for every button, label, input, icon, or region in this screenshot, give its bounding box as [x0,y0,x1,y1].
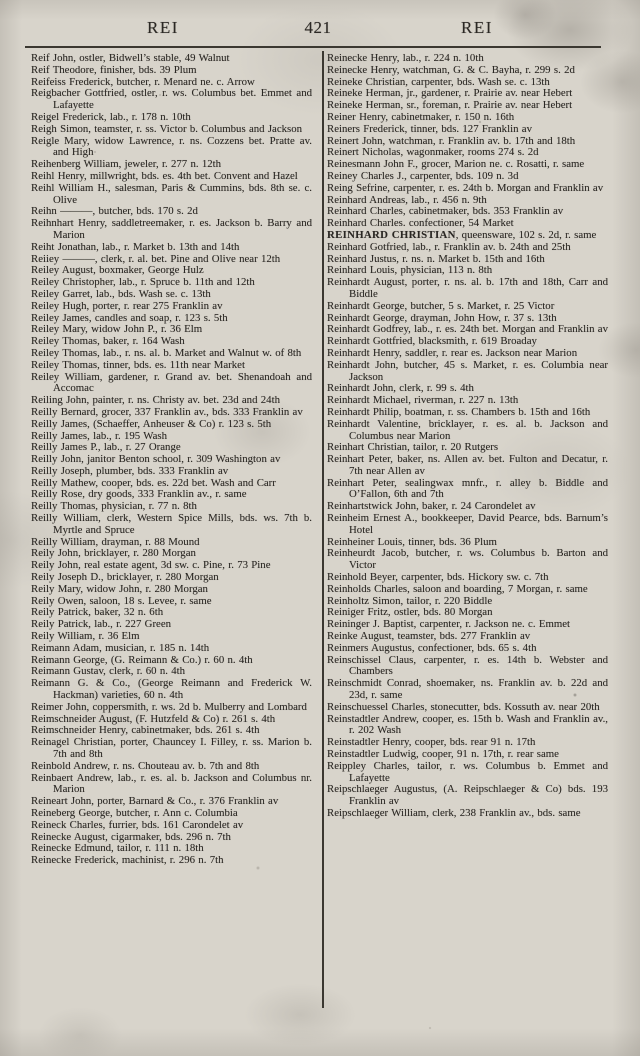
directory-entry: Reiney Charles J., carpenter, bds. 109 n. 3d [327,169,519,182]
directory-entry: Reily John, real estate agent, 3d sw. c. Pine, r. 73 Pine [31,559,271,572]
directory-entry: Reily Mary, widow John, r. 280 Morgan [31,582,208,595]
directory-entry: Reinhardt George, drayman, John How, r. 37 s. 13th [327,311,557,324]
directory-entry: Reiner Henry, cabinetmaker, r. 150 n. 16th [327,110,515,123]
directory-entry: Reiht Jonathan, lab., r. Market b. 13th and 14th [31,240,240,253]
directory-entry: Reinhard Louis, physician, 113 n. 8th [327,264,493,277]
directory-entry: Reily Joseph D., bricklayer, r. 280 Morgan [31,571,219,584]
directory-entry: Reily William, r. 36 Elm [31,630,140,643]
directory-entry: Reily Owen, saloon, 18 s. Levee, r. same [31,594,212,607]
directory-entry: Reilly James, lab., r. 195 Wash [31,429,167,442]
directory-entry: Reilly Thomas, physician, r. 77 n. 8th [31,500,197,513]
directory-entry: Reing Sefrine, carpenter, r. es. 24th b. Morgan and Franklin av [327,181,604,194]
directory-entry: Reigle Mary, widow Lawrence, r. ns. Cozzens bet. Pratte av. and High [31,134,312,159]
directory-entry: Reipschlaeger William, clerk, 238 Franklin av., bds. same [327,807,581,819]
header-rule [25,46,601,48]
directory-entry: Reinhard Gotfried, lab., r. Franklin av. b. 24th and 25th [327,240,571,253]
directory-entry: Reinbold Andrew, r. ns. Chouteau av. b. 7th and 8th [31,759,260,772]
directory-entry: Reinheiner Louis, tinner, bds. 36 Plum [327,535,497,548]
directory-entry: Reilly Bernard, grocer, 337 Franklin av., bds. 333 Franklin av [31,405,303,418]
directory-entry: Reinhardt Valentine, bricklayer, r. es. al. b. Jackson and Columbus near Marion [327,417,608,442]
directory-entry: Reinhold Beyer, carpenter, bds. Hickory sw. c. 7th [327,571,549,584]
directory-entry: Reimann George, (G. Reimann & Co.) r. 60 n. 4th [31,653,253,666]
directory-entry: Reinhard Charles. confectioner, 54 Market [327,217,514,230]
directory-entry: Reiley Hugh, porter, r. rear 275 Franklin av [31,299,223,312]
directory-entry: Reipschlaeger Augustus, (A. Reipschlaeger & Co) bds. 193 Franklin av [327,783,608,808]
directory-entry: Reineke Herman, jr., gardener, r. Prairie av. near Hebert [327,87,573,100]
directory-entry: Reinagel Christian, porter, Chauncey I. Filley, r. ss. Marion b. 7th and 8th [31,736,312,761]
directory-entry: Reigbacher Gottfried, ostler, r. ws. Columbus bet. Emmet and Lafayette [31,87,312,112]
directory-entry: Reinhardt John, clerk, r. 99 s. 4th [327,382,474,395]
directory-entry: Reinhardt Godfrey, lab., r. es. 24th bet. Morgan and Franklin av [327,323,608,336]
directory-entry: Reininger J. Baptist, carpenter, r. Jackson ne. c. Emmet [327,618,571,631]
directory-entry: Reilly James P., lab., r. 27 Orange [31,441,181,454]
directory-entry: Reinmers Augustus, confectioner, bds. 65 s. 4th [327,641,537,654]
directory-entry: Reiley August, boxmaker, George Hulz [31,264,204,277]
directory-entry: Reihl William H., salesman, Paris & Cummins, bds. 8th se. c. Olive [31,181,312,206]
directory-entry: Reinhardt Philip, boatman, r. ss. Chambers b. 15th and 16th [327,405,591,418]
directory-entry: Reinhardt Gottfried, blacksmith, r. 619 Broaday [327,335,537,348]
header-section-letters-left: REI [147,18,179,37]
directory-entry: Reimschneider Henry, cabinetmaker, bds. 261 s. 4th [31,724,260,737]
directory-entry: Reineck Charles, furrier, bds. 161 Carondelet av [31,818,244,831]
directory-entry: Reimschneider August, (F. Hutzfeld & Co) r. 261 s. 4th [31,712,276,725]
directory-entry: Reinholtz Simon, tailor, r. 220 Biddle [327,594,493,607]
directory-entry: Reimann Gustav, clerk, r. 60 n. 4th [31,665,186,678]
directory-entry: Reigh Simon, teamster, r. ss. Victor b. Columbus and Jackson [31,122,303,135]
directory-entry: Reiley William, gardener, r. Grand av. bet. Shenandoah and Accomac [31,370,312,395]
directory-entry: Reinhart Peter, sealingwax mnfr., r. alley b. Biddle and O’Fallon, 6th and 7th [327,476,608,501]
directory-entry: Reinstadtler Andrew, cooper, es. 15th b. Wash and Franklin av., r. 202 Wash [327,712,608,737]
directory-entry: Reimann Adam, musician, r. 185 n. 14th [31,641,210,654]
directory-entry: Reinhardt George, butcher, 5 s. Market, r. 25 Victor [327,299,555,312]
directory-entry: Reigel Frederick, lab., r. 178 n. 10th [31,110,191,123]
directory-entry: Reiley Christopher, lab., r. Spruce b. 11th and 12th [31,276,255,289]
directory-entry: Reinhardt August, porter, r. ns. al. b. 17th and 18th, Carr and Biddle [327,276,608,300]
directory-entry: Reiley Thomas, lab., r. ns. al. b. Market and Walnut w. of 8th [31,346,302,359]
directory-entry: Reif Theodore, finisher, bds. 39 Plum [31,63,197,76]
directory-entry: Reinhardt Henry, saddler, r. rear es. Jackson near Marion [327,346,578,359]
directory-entry: Reily Patrick, baker, 32 n. 6th [31,606,164,619]
directory-entry: Reinbaert Andrew, lab., r. es. al. b. Jackson and Columbus nr. Marion [31,771,312,796]
directory-entry: Reinecke Henry, watchman, G. & C. Bayha, r. 299 s. 2d [327,63,575,76]
directory-entry: Reihl Henry, millwright, bds. es. 4th bet. Convent and Hazel [31,169,298,182]
directory-entry: Reippley Charles, tailor, r. ws. Columbus b. Emmet and Lafayette [327,759,608,784]
directory-entry: Reilly James, (Schaeffer, Anheuser & Co) r. 123 s. 5th [31,417,272,430]
directory-entry: Reinhard Andreas, lab., r. 456 n. 9th [327,193,487,206]
directory-entry: Reinschissel Claus, carpenter, r. es. 14th b. Webster and Chambers [327,653,608,678]
directory-entry: Reilly John, janitor Benton school, r. 309 Washington av [31,453,281,466]
directory-entry: Reiley Mary, widow John P., r. 36 Elm [31,323,203,336]
directory-entry: Reineart John, porter, Barnard & Co., r. 376 Franklin av [31,795,279,808]
directory-entry: Reilly William, clerk, Western Spice Mills, bds. ws. 7th b. Myrtle and Spruce [31,512,312,536]
directory-entry: Reiley James, candles and soap, r. 123 s. 5th [31,311,228,324]
directory-entry: Reinhardt John, butcher, 45 s. Market, r. es. Columbia near Jackson [327,358,608,383]
directory-entry: Reinhard Charles, cabinetmaker, bds. 353 Franklin av [327,205,564,218]
header-section-letters-right: REI [461,18,493,37]
directory-entry: Reifeiss Frederick, butcher, r. Menard ne. c. Arrow [31,75,255,88]
directory-entry: Reinecke Edmund, tailor, r. 111 n. 18th [31,842,204,855]
directory-entry: Reilly William, drayman, r. 88 Mound [31,535,200,548]
directory-entry: Reinecke Frederick, machinist, r. 296 n. 7th [31,854,224,867]
directory-entry: Reiley Thomas, baker, r. 164 Wash [31,335,185,348]
directory-entry: Reinesmann John F., grocer, Marion ne. c. Rosatti, r. same [327,158,585,171]
directory-entry: Reihenberg William, jeweler, r. 277 n. 12th [31,158,222,171]
directory-entry: Reinecke Henry, lab., r. 224 n. 10th [327,52,484,64]
directory-entry: Reiiey ———, clerk, r. al. bet. Pine and Olive near 12th [31,252,281,265]
directory-entry: Reiniger Fritz, ostler, bds. 80 Morgan [327,606,493,619]
directory-entry: Reinschmidt Conrad, shoemaker, ns. Franklin av. b. 22d and 23d, r. same [327,677,608,702]
directory-entry: Reinhard Justus, r. ns. n. Market b. 15th and 16th [327,252,545,265]
directory-entry: Reihnhart Henry, saddletreemaker, r. es. Jackson b. Barry and Marion [31,217,312,241]
directory-entry: Reimer John, coppersmith, r. ws. 2d b. Mulberry and Lombard [31,700,307,713]
directory-entry: Reinhart Christian, tailor, r. 20 Rutgers [327,441,499,454]
directory-entry: Reily John, bricklayer, r. 280 Morgan [31,547,196,560]
right-column [327,53,608,820]
directory-entry: Reilly Joseph, plumber, bds. 333 Franklin av [31,464,229,477]
directory-entry: Reinheurdt Jacob, butcher, r. ws. Columbus b. Barton and Victor [327,547,608,572]
directory-entry: Reiling John, painter, r. ns. Christy av. bet. 23d and 24th [31,394,280,407]
directory-entry: Reinstadtler Henry, cooper, bds. rear 91 n. 17th [327,736,536,749]
directory-entry: Reinecke August, cigarmaker, bds. 296 n. 7th [31,830,231,843]
page-number: 421 [304,18,332,37]
directory-entry: Reinhart Peter, baker, ns. Allen av. bet. Fulton and Decatur, r. 7th near Allen av [327,453,608,477]
directory-entry: Reilly Mathew, cooper, bds. es. 22d bet. Wash and Carr [31,476,276,489]
directory-entry: Reihn ———, butcher, bds. 170 s. 2d [31,205,198,218]
directory-entry: Reinhartstwick John, baker, r. 24 Carondelet av [327,500,536,513]
directory-entry: Reif John, ostler, Bidwell’s stable, 49 Walnut [31,52,230,64]
directory-entry: Reinholds Charles, saloon and boarding, 7 Morgan, r. same [327,582,588,595]
directory-entry: Reinert Nicholas, wagonmaker, rooms 274 s. 2d [327,146,539,159]
directory-entry: Reinheim Ernest A., bookkeeper, David Pearce, bds. Barnum’s Hotel [327,512,608,536]
directory-entry: Reineberg George, butcher, r. Ann c. Columbia [31,807,238,819]
directory-entry: Reimann G. & Co., (George Reimann and Frederick W. Hackman) varieties, 60 n. 4th [31,677,312,702]
directory-entry: Reineke Christian, carpenter, bds. Wash se. c. 13th [327,75,550,88]
directory-entry: Reinstadtler Ludwig, cooper, 91 n. 17th, r. rear same [327,748,559,761]
directory-entry: Reiley Garret, lab., bds. Wash se. c. 13th [31,287,211,300]
column-divider [322,51,324,1008]
directory-entry: Reilly Rose, dry goods, 333 Franklin av., r. same [31,488,247,501]
directory-entry: Reinhardt Michael, riverman, r. 227 n. 13th [327,394,519,407]
entry-emphasized-name: REINHARD CHRISTIAN [327,228,456,241]
directory-entry: Reiners Frederick, tinner, bds. 127 Franklin av [327,122,532,135]
directory-entry: Reinert John, watchman, r. Franklin av. b. 17th and 18th [327,134,576,147]
directory-entry: REINHARD CHRISTIAN, queensware, 102 s. 2d, r. same [327,228,597,241]
directory-entry: Reineke Herman, sr., foreman, r. Prairie av. near Hebert [327,99,573,112]
left-column [31,53,312,867]
directory-entry: Reinke August, teamster, bds. 277 Franklin av [327,630,531,643]
directory-entry: Reinschuessel Charles, stonecutter, bds. Kossuth av. near 20th [327,700,600,713]
directory-entry: Reiley Thomas, tinner, bds. es. 11th near Market [31,358,245,371]
directory-entry: Reily Patrick, lab., r. 227 Green [31,618,172,631]
